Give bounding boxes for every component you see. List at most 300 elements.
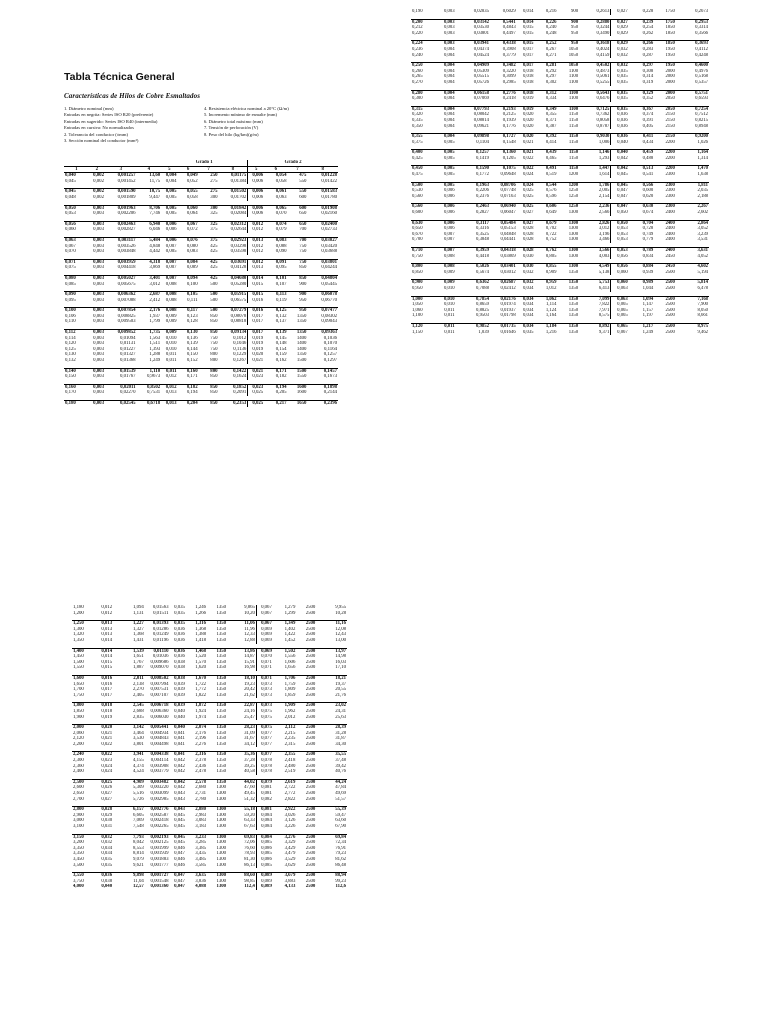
table-cell: 16,03 — [335, 659, 346, 665]
table-cell: 1,349 — [273, 621, 297, 627]
table-cell: 0,032 — [611, 53, 629, 59]
page-sheet-bottom — [72, 605, 347, 1017]
table-cell: 11,04 — [133, 878, 144, 884]
table-cell: 900 — [571, 9, 579, 14]
table-cell: 13,86 — [227, 648, 256, 654]
table-cell: 0,048 — [65, 194, 76, 200]
table-cell: 76,60 — [244, 845, 255, 851]
table-cell: 2500 — [305, 884, 316, 890]
table-cell: 1,157 — [642, 307, 654, 313]
table-cell: 0,043 — [174, 791, 185, 797]
table-cell: 0,010 — [444, 302, 455, 308]
table-cell: 6,940 — [137, 221, 162, 227]
table-cell: 0,08706 — [490, 182, 517, 188]
table-cell: 0,7125 — [579, 106, 611, 112]
table-cell: 1050 — [568, 46, 579, 52]
column-header: 7 — [199, 166, 219, 173]
table-cell: 0,03691 — [219, 259, 248, 265]
table-cell: 0,130 — [65, 352, 76, 358]
table-cell: 1,250 — [72, 621, 97, 627]
table-cell: 2500 — [305, 681, 316, 687]
table-cell: 2500 — [665, 313, 675, 319]
table-cell: 67,90 — [335, 824, 346, 829]
table-cell: 0,069 — [256, 632, 272, 638]
table-cell: 0,075 — [256, 709, 272, 715]
table-cell: 4,374 — [133, 763, 144, 769]
table-cell: 900 — [288, 292, 308, 298]
table-cell: 0,028 — [97, 807, 113, 813]
table-cell: 0,03012 — [500, 269, 516, 275]
table-cell: 0,006362 — [105, 292, 137, 298]
table-cell: 0,023 — [248, 374, 264, 380]
table-cell: 0,022 — [522, 155, 534, 161]
table-cell: 3,239 — [697, 231, 708, 237]
table-cell: 0,308 — [642, 68, 654, 74]
table-cell: 0,07477 — [307, 308, 338, 314]
table-cell: 0,297 — [629, 63, 654, 69]
table-cell: 0,019 — [248, 336, 264, 342]
table-cell: 0,1267 — [233, 358, 247, 364]
table-cell: 475 — [288, 173, 308, 179]
table-cell: 3,401 — [137, 275, 162, 281]
table-cell: 0,035 — [174, 605, 185, 610]
table-cell: 1350 — [207, 621, 227, 627]
table-cell: 0,1422 — [219, 368, 248, 374]
table-cell: 1300 — [207, 807, 227, 813]
table-cell: 19,23 — [244, 681, 255, 687]
table-cell: 5,516 — [133, 791, 144, 797]
table-cell: 0,355 — [545, 112, 557, 118]
table-cell: 1,400 — [72, 648, 97, 654]
table-cell: 1,062 — [535, 296, 558, 302]
table-cell: 1150 — [557, 150, 579, 156]
table-cell: 0,154 — [275, 346, 287, 352]
table-cell: 2500 — [305, 791, 316, 797]
table-cell: 3,941 — [113, 752, 145, 758]
table-cell: 0,047 — [611, 194, 629, 200]
table-cell: 1,044 — [642, 285, 654, 291]
table-cell: 0,5751 — [676, 90, 709, 96]
table-cell: 0,002 — [89, 189, 105, 195]
table-cell: 37,48 — [335, 758, 346, 764]
table-cell: 1,266 — [195, 610, 207, 616]
table-cell: 0,021 — [522, 139, 534, 145]
table-cell: 2,650 — [73, 791, 84, 797]
table-cell: 0,9200 — [676, 134, 709, 140]
table-cell: 0,3779 — [502, 52, 516, 58]
table-cell: 0,1776 — [502, 123, 516, 129]
table-cell: 49,45 — [244, 791, 255, 797]
table-cell: 0,606 — [535, 204, 558, 210]
table-cell: 0,04318 — [490, 248, 517, 254]
table-cell: 72,06 — [244, 840, 255, 846]
table-cell: 3,750 — [73, 878, 84, 884]
table-cell: 2500 — [296, 834, 316, 840]
table-cell: 0,03530 — [473, 25, 489, 31]
table-cell: 3,276 — [273, 834, 297, 840]
table-cell: 1,350 — [73, 637, 84, 643]
table-cell: 0,053 — [611, 237, 629, 243]
table-cell: 0,136 — [186, 335, 198, 341]
table-cell: 5,194 — [697, 269, 708, 275]
table-cell: 0,003526 — [117, 243, 136, 249]
table-cell: 8,706 — [137, 205, 162, 211]
table-cell: 0,049 — [178, 173, 199, 179]
table-cell: 250 — [199, 173, 219, 179]
table-cell: 2,412 — [149, 297, 161, 303]
table-cell: 0,488 — [642, 155, 654, 161]
table-cell: 0,02160 — [321, 211, 337, 217]
table-cell: 2,500 — [72, 779, 97, 785]
table-cell: 1,327 — [133, 626, 144, 632]
table-cell: 1,859 — [284, 692, 296, 698]
table-cell: 850 — [210, 390, 218, 396]
legend-item: 7. Tensión de perforación (V) — [204, 125, 259, 131]
table-cell: 2500 — [654, 280, 676, 286]
table-cell: 0,414 — [545, 139, 557, 145]
table-cell: 0,027 — [517, 220, 535, 226]
table-cell: 0,032 — [101, 840, 113, 846]
table-cell: 0,8948 — [695, 123, 708, 129]
table-cell: 18,21 — [316, 675, 347, 681]
grade-header: Grado 2 — [248, 160, 338, 166]
table-cell: 0,027 — [611, 9, 629, 15]
table-cell: 0,022 — [97, 752, 113, 758]
table-cell: 0,01702 — [230, 194, 247, 200]
table-cell: 19,37 — [335, 681, 346, 687]
table-cell: 0,018 — [522, 74, 534, 80]
table-cell: 4,003 — [598, 253, 610, 259]
table-cell: 2,112 — [273, 725, 297, 731]
wire-table-bottom — [72, 605, 347, 890]
table-cell: 0,046 — [174, 862, 185, 868]
table-cell: 0,006 — [248, 179, 264, 185]
table-cell: 0,7088 — [476, 285, 489, 291]
table-cell: 1350 — [207, 752, 227, 758]
table-cell: 0,017 — [522, 46, 534, 52]
table-cell: 1,656 — [284, 665, 296, 671]
table-cell: 0,014 — [522, 9, 534, 14]
table-cell: 0,080 — [186, 243, 198, 249]
table-cell: 2,602 — [697, 210, 708, 216]
table-cell: 0,182 — [178, 384, 199, 390]
table-cell: 18,10 — [227, 675, 256, 681]
table-cell: 0,171 — [186, 374, 198, 380]
table-cell: 0,029 — [611, 31, 629, 37]
table-cell: 0,019 — [517, 106, 535, 112]
table-cell: 0,003 — [89, 275, 105, 281]
table-cell: 0,01908 — [307, 205, 338, 211]
table-cell: 0,834 — [642, 253, 654, 259]
table-cell: 0,08302 — [321, 313, 337, 319]
table-cell: 1,368 — [195, 626, 207, 632]
table-cell: 1,600 — [72, 675, 97, 681]
table-cell: 0,374 — [642, 112, 654, 118]
table-cell: 0,1963 — [456, 182, 490, 188]
table-cell: 2500 — [296, 873, 316, 879]
table-cell: 2200 — [665, 139, 675, 145]
table-cell: 0,5026 — [456, 264, 490, 270]
table-cell: 1,216 — [545, 329, 557, 335]
table-cell: 0,355 — [411, 134, 438, 140]
table-cell: 0,144 — [186, 346, 198, 352]
table-cell: 0,018 — [522, 68, 534, 74]
table-cell: 0,004 — [165, 178, 177, 184]
table-cell: 950 — [571, 30, 579, 36]
table-cell: 0,034 — [522, 302, 534, 308]
table-cell: 1,550 — [73, 665, 84, 671]
table-cell: 1750 — [654, 19, 676, 25]
table-cell: 2,864 — [676, 220, 709, 226]
table-cell: 500 — [210, 297, 218, 303]
table-cell: 0,084 — [256, 813, 272, 819]
table-cell: 1350 — [568, 285, 579, 291]
table-cell: 0,649 — [545, 210, 557, 216]
table-cell: 0,630 — [629, 204, 654, 210]
table-cell: 950 — [571, 25, 579, 31]
table-cell: 0,035 — [611, 69, 629, 75]
table-cell: 0,04848 — [500, 231, 516, 237]
table-cell: 0,465 — [545, 155, 557, 161]
table-cell: 0,240 — [545, 25, 557, 31]
table-cell: 275 — [199, 189, 219, 195]
table-cell: 0,009503 — [117, 319, 136, 325]
table-cell: 0,025 — [248, 390, 264, 396]
table-cell: 2500 — [665, 302, 675, 308]
table-cell: 2,405 — [133, 692, 144, 698]
table-cell: 0,205 — [275, 390, 287, 396]
table-cell: 0,224 — [411, 41, 438, 47]
table-cell: 0,9852 — [456, 323, 490, 329]
table-cell: 1,900 — [73, 714, 84, 720]
table-cell: 0,025 — [517, 204, 535, 210]
table-cell: 0,043 — [170, 807, 186, 813]
table-cell: 0,3314 — [695, 25, 708, 31]
table-cell: 34,12 — [244, 741, 255, 747]
table-cell: 2,120 — [73, 736, 84, 742]
column-header: 2 — [89, 166, 105, 173]
table-cell: 650 — [288, 221, 308, 227]
table-cell: 1350 — [216, 687, 227, 693]
table-cell: 0,01110 — [145, 648, 170, 654]
table-cell: 0,017 — [517, 63, 535, 69]
table-cell: 0,002125 — [150, 840, 169, 846]
table-cell: 0,050 — [611, 210, 629, 216]
table-cell: 0,009852 — [105, 330, 137, 336]
table-cell: 0,034 — [517, 296, 535, 302]
table-cell: 0,042 — [611, 156, 629, 162]
table-cell: 25,47 — [244, 714, 255, 720]
table-cell: 0,007107 — [150, 692, 169, 698]
table-cell: 0,029 — [101, 812, 113, 818]
table-cell: 0,007088 — [117, 297, 136, 303]
table-cell: 0,004 — [444, 112, 455, 118]
table-cell: 0,041 — [174, 730, 185, 736]
table-cell: 0,9503 — [476, 313, 489, 319]
table-cell: 0,212 — [412, 25, 423, 31]
column-header: 8 — [307, 166, 338, 173]
table-cell: 0,239 — [629, 19, 654, 25]
table-cell: 0,045 — [170, 834, 186, 840]
table-cell: 0,1036 — [323, 335, 337, 341]
table-cell: 1,316 — [186, 621, 207, 627]
table-cell: 0,038 — [174, 659, 185, 665]
table-cell: 2,315 — [284, 741, 296, 747]
table-cell: 9,865 — [244, 605, 255, 610]
table-cell: 2,480 — [284, 763, 296, 769]
table-cell: 0,035 — [101, 856, 113, 862]
table-cell: 275 — [210, 178, 218, 184]
table-cell: 0,5255 — [596, 79, 610, 85]
table-cell: 0,045 — [611, 172, 629, 178]
table-cell: 2500 — [305, 824, 316, 829]
legend-item: 2. Tolerancia del conductor (±mm) — [64, 131, 128, 137]
table-cell: 0,7854 — [456, 296, 490, 302]
table-cell: 2,215 — [284, 730, 296, 736]
table-cell: 39,25 — [244, 763, 255, 769]
table-cell: 2,235 — [284, 736, 296, 742]
table-cell: 0,03688 — [321, 249, 337, 255]
table-cell: 0,800 — [411, 264, 438, 270]
table-cell: 0,095 — [275, 265, 287, 271]
table-cell: 0,007994 — [150, 681, 169, 687]
table-cell: 1,974 — [195, 714, 207, 720]
table-cell: 0,200 — [411, 19, 438, 25]
table-cell: 1200 — [568, 172, 579, 178]
table-cell: 1350 — [207, 703, 227, 709]
table-cell: 9,955 — [335, 605, 346, 610]
table-cell: 0,160 — [64, 384, 89, 390]
table-cell: 0,018 — [522, 79, 534, 85]
table-cell: 0,004338 — [145, 752, 170, 758]
table-cell: 0,236 — [412, 46, 423, 52]
table-cell: 0,04128 — [230, 265, 247, 271]
table-cell: 500 — [199, 308, 219, 314]
table-cell: 1300 — [216, 824, 227, 829]
table-cell: 0,065 — [611, 313, 629, 319]
table-cell: 0,070 — [275, 211, 287, 217]
page-sheet-left — [62, 60, 340, 485]
table-cell: 16,98 — [244, 665, 255, 671]
table-cell: 2,012 — [284, 714, 296, 720]
table-cell: 3,100 — [73, 824, 84, 829]
table-cell: 2200 — [665, 155, 675, 161]
table-cell: 0,003 — [93, 352, 104, 358]
table-cell: 1150 — [557, 166, 579, 172]
table-cell: 0,036 — [170, 648, 186, 654]
table-cell: 51,32 — [244, 796, 255, 802]
table-cell: 2500 — [305, 692, 316, 698]
table-cell: 1300 — [216, 840, 227, 846]
table-cell: 0,067 — [178, 221, 199, 227]
table-row — [64, 401, 338, 407]
table-cell: 0,043 — [174, 796, 185, 802]
table-cell: 0,032 — [97, 834, 113, 840]
table-cell: 3,801 — [133, 741, 144, 747]
table-cell: 2,545 — [113, 703, 145, 709]
table-cell: 0,036 — [174, 626, 185, 632]
table-cell: 2,780 — [195, 796, 207, 802]
table-cell: 0,035 — [611, 74, 629, 80]
table-cell: 0,010 — [438, 296, 456, 302]
table-cell: 67,63 — [244, 824, 255, 829]
table-cell: 0,089 — [186, 265, 198, 271]
table-cell: 0,111 — [187, 297, 198, 303]
table-cell: 1150 — [568, 123, 579, 129]
table-cell: 1,197 — [642, 313, 654, 319]
table-cell: 3,012 — [149, 281, 161, 287]
table-row — [72, 884, 347, 890]
table-cell: 0,3693 — [676, 41, 709, 47]
table-cell: 0,114 — [65, 335, 76, 341]
table-cell: 0,620 — [642, 193, 654, 199]
table-cell: 2,619 — [273, 779, 297, 785]
table-cell: 4,155 — [133, 758, 144, 764]
table-cell: 86,48 — [335, 862, 346, 868]
table-cell: 1350 — [216, 605, 227, 610]
table-cell: 0,5357 — [695, 79, 708, 85]
legend-item: 3. Sección nominal del conductor (mm²) — [64, 138, 139, 144]
table-cell: 0,034 — [101, 845, 113, 851]
table-cell: 0,003 — [89, 330, 105, 336]
table-cell: 0,425 — [412, 155, 423, 161]
table-cell: 0,04374 — [473, 46, 489, 52]
table-cell: 1,006 — [598, 139, 610, 145]
table-cell: 10,20 — [244, 610, 255, 616]
table-cell: 650 — [299, 211, 307, 217]
table-cell: 13,00 — [335, 637, 346, 643]
table-cell: 0,007 — [438, 248, 456, 254]
table-cell: 750 — [210, 335, 218, 341]
table-cell: 0,088 — [275, 243, 287, 249]
table-cell: 0,005 — [161, 205, 177, 211]
table-cell: 0,008 — [438, 264, 456, 270]
table-cell: 0,060 — [178, 205, 199, 211]
table-cell: 21,62 — [244, 692, 255, 698]
table-cell: 0,045 — [611, 182, 629, 188]
table-cell: 0,082 — [256, 797, 272, 803]
table-cell: 0,013 — [97, 621, 113, 627]
table-cell: 22,87 — [227, 703, 256, 709]
table-cell: 0,040 — [611, 150, 629, 156]
table-cell: 850 — [210, 374, 218, 380]
table-cell: 0,013 — [248, 237, 264, 243]
table-cell: 7,168 — [676, 296, 709, 302]
table-cell: 2150 — [654, 134, 676, 140]
table-cell: 0,544 — [535, 182, 558, 188]
table-cell: 0,003 — [93, 390, 104, 396]
table-cell: 0,006 — [444, 226, 455, 232]
table-cell: 0,073 — [256, 693, 272, 699]
table-cell: 0,085 — [256, 863, 272, 869]
table-cell: 59,47 — [335, 812, 346, 818]
table-cell: 750 — [299, 243, 307, 249]
table-cell: 2000 — [654, 90, 676, 96]
table-cell: 0,006 — [248, 189, 264, 195]
table-cell: 0,073 — [256, 682, 272, 688]
column-header: 4 — [137, 166, 162, 173]
table-cell: 2500 — [296, 675, 316, 681]
table-cell: 0,007 — [444, 231, 455, 237]
table-cell: 1,614 — [598, 172, 610, 178]
table-cell: 0,077 — [256, 742, 272, 748]
table-cell: 0,252 — [535, 41, 558, 47]
table-cell: 0,3117 — [456, 220, 490, 226]
table-cell: 0,194 — [186, 390, 198, 396]
table-cell: 900 — [557, 19, 579, 25]
table-cell: 0,011 — [161, 368, 177, 374]
table-cell: 0,015 — [101, 659, 113, 665]
